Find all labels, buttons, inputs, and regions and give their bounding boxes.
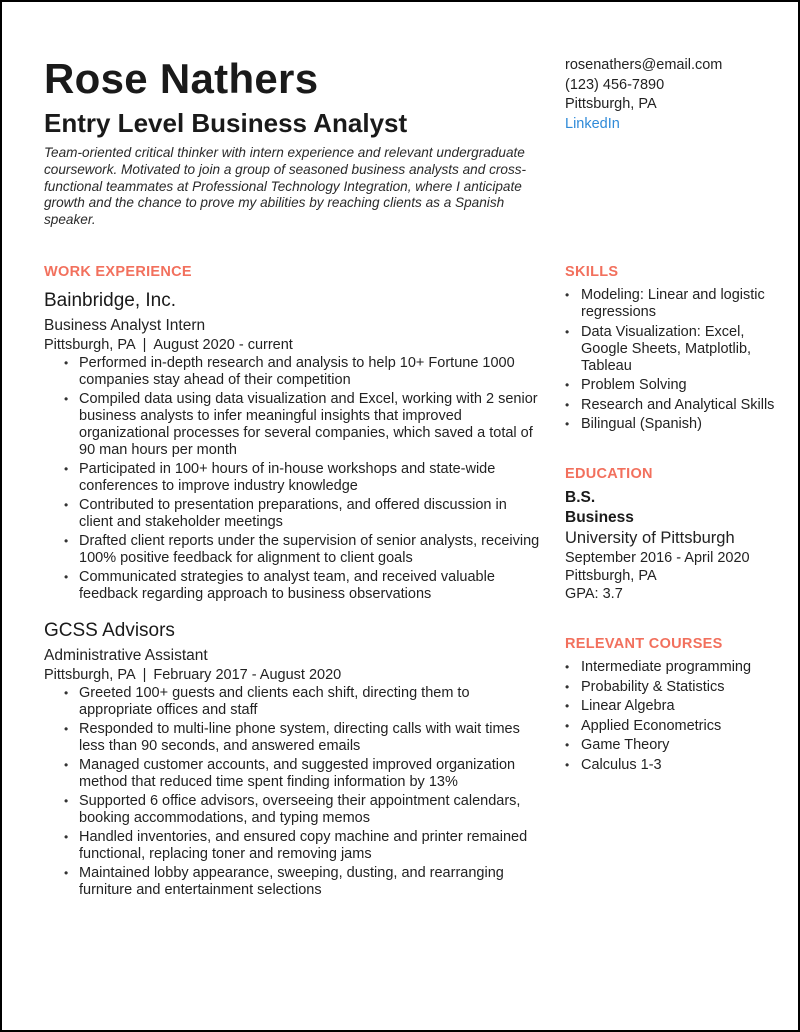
skills-heading: SKILLS [565,264,619,280]
job-bullet: • Maintained lobby appearance, sweeping, dusting, and rearranging furniture and entertainment selections [64,865,544,899]
course-item: • Applied Econometrics [565,718,775,735]
skills-list [565,287,775,433]
meta-separator: | [142,337,147,353]
summary-text: Team-oriented critical thinker with intern experience and relevant undergraduate coursework. Motivated to join a group of seasoned business analysts and cross-functional teammates at Professional Technology Integration, where I anticipate growth and the chance to prove my abilities by reaching clients as a Spanish speaker. [44,145,527,228]
course-item: • Calculus 1-3 [565,757,775,774]
work-experience-heading: WORK EXPERIENCE [44,264,192,280]
course-item: • Intermediate programming [565,659,775,676]
major: Business [565,509,634,526]
courses-list [565,659,775,774]
job-bullet-list [44,685,544,899]
skill-item: • Research and Analytical Skills [565,397,775,414]
contact-block [565,56,722,134]
job-bullet: • Participated in 100+ hours of in-house workshops and state-wide conferences to improve industry knowledge [64,461,544,495]
work-experience-section [44,263,544,901]
job-location: Pittsburgh, PA [44,337,136,353]
contact-phone: (123) 456-7890 [565,76,665,93]
meta-separator: | [142,667,147,683]
job-title: Entry Level Business Analyst [44,108,408,138]
job-entry [44,619,544,899]
sidebar-column [565,263,775,776]
job-meta [44,666,544,685]
job-dates: February 2017 - August 2020 [153,667,342,683]
job-bullet: • Drafted client reports under the supervision of senior analysts, receiving 100% positive feedback for alignment to client goals [64,533,544,567]
education-heading: EDUCATION [565,466,653,482]
job-location: Pittsburgh, PA [44,667,136,683]
skill-item: • Data Visualization: Excel, Google Sheets, Matplotlib, Tableau [565,324,775,375]
course-item: • Probability & Statistics [565,679,775,696]
skill-item: • Modeling: Linear and logistic regressions [565,287,775,321]
company-name: GCSS Advisors [44,620,175,641]
company-name: Bainbridge, Inc. [44,290,177,311]
school-name: University of Pittsburgh [565,529,735,547]
job-bullet: • Managed customer accounts, and suggested improved organization method that reduced time spent finding information by 13% [64,757,544,791]
job-bullet-list [44,355,544,603]
education-section [565,465,775,603]
job-bullet: • Responded to multi-line phone system, directing calls with wait times less than 90 seconds, and answered emails [64,721,544,755]
job-bullet: • Contributed to presentation preparations, and offered discussion in client and stakeholder meetings [64,497,544,531]
job-role: Business Analyst Intern [44,317,206,334]
skills-section [565,263,775,433]
skill-item: • Bilingual (Spanish) [565,416,775,433]
job-bullet: • Supported 6 office advisors, overseeing their appointment calendars, booking accommodations, and typing memos [64,793,544,827]
candidate-name: Rose Nathers [44,55,319,102]
education-dates: September 2016 - April 2020 [565,550,750,566]
job-role: Administrative Assistant [44,647,208,664]
job-bullet: • Performed in-depth research and analysis to help 10+ Fortune 1000 companies stay ahead of their competition [64,355,544,389]
job-bullet: • Handled inventories, and ensured copy machine and printer remained functional, replacing toner and removing jams [64,829,544,863]
education-location: Pittsburgh, PA [565,568,657,584]
job-entry [44,289,544,603]
linkedin-link[interactable]: LinkedIn [565,115,620,132]
job-bullet: • Greeted 100+ guests and clients each shift, directing them to appropriate offices and staff [64,685,544,719]
job-bullet: • Communicated strategies to analyst team, and received valuable feedback regarding approach to business observations [64,569,544,603]
courses-section [565,635,775,774]
course-item: • Linear Algebra [565,698,775,715]
job-bullet: • Compiled data using data visualization and Excel, working with 2 senior business analysts to infer meaningful insights that improved organizational processes for several companies, which saved a total of 90 man hours per month [64,391,544,459]
courses-heading: RELEVANT COURSES [565,636,723,652]
degree: B.S. [565,489,596,506]
skill-item: • Problem Solving [565,377,775,394]
contact-location: Pittsburgh, PA [565,96,657,112]
gpa: GPA: 3.7 [565,586,623,602]
job-dates: August 2020 - current [153,337,293,353]
course-item: • Game Theory [565,737,775,754]
job-meta [44,336,544,355]
contact-email[interactable]: rosenathers@email.com [565,57,723,73]
